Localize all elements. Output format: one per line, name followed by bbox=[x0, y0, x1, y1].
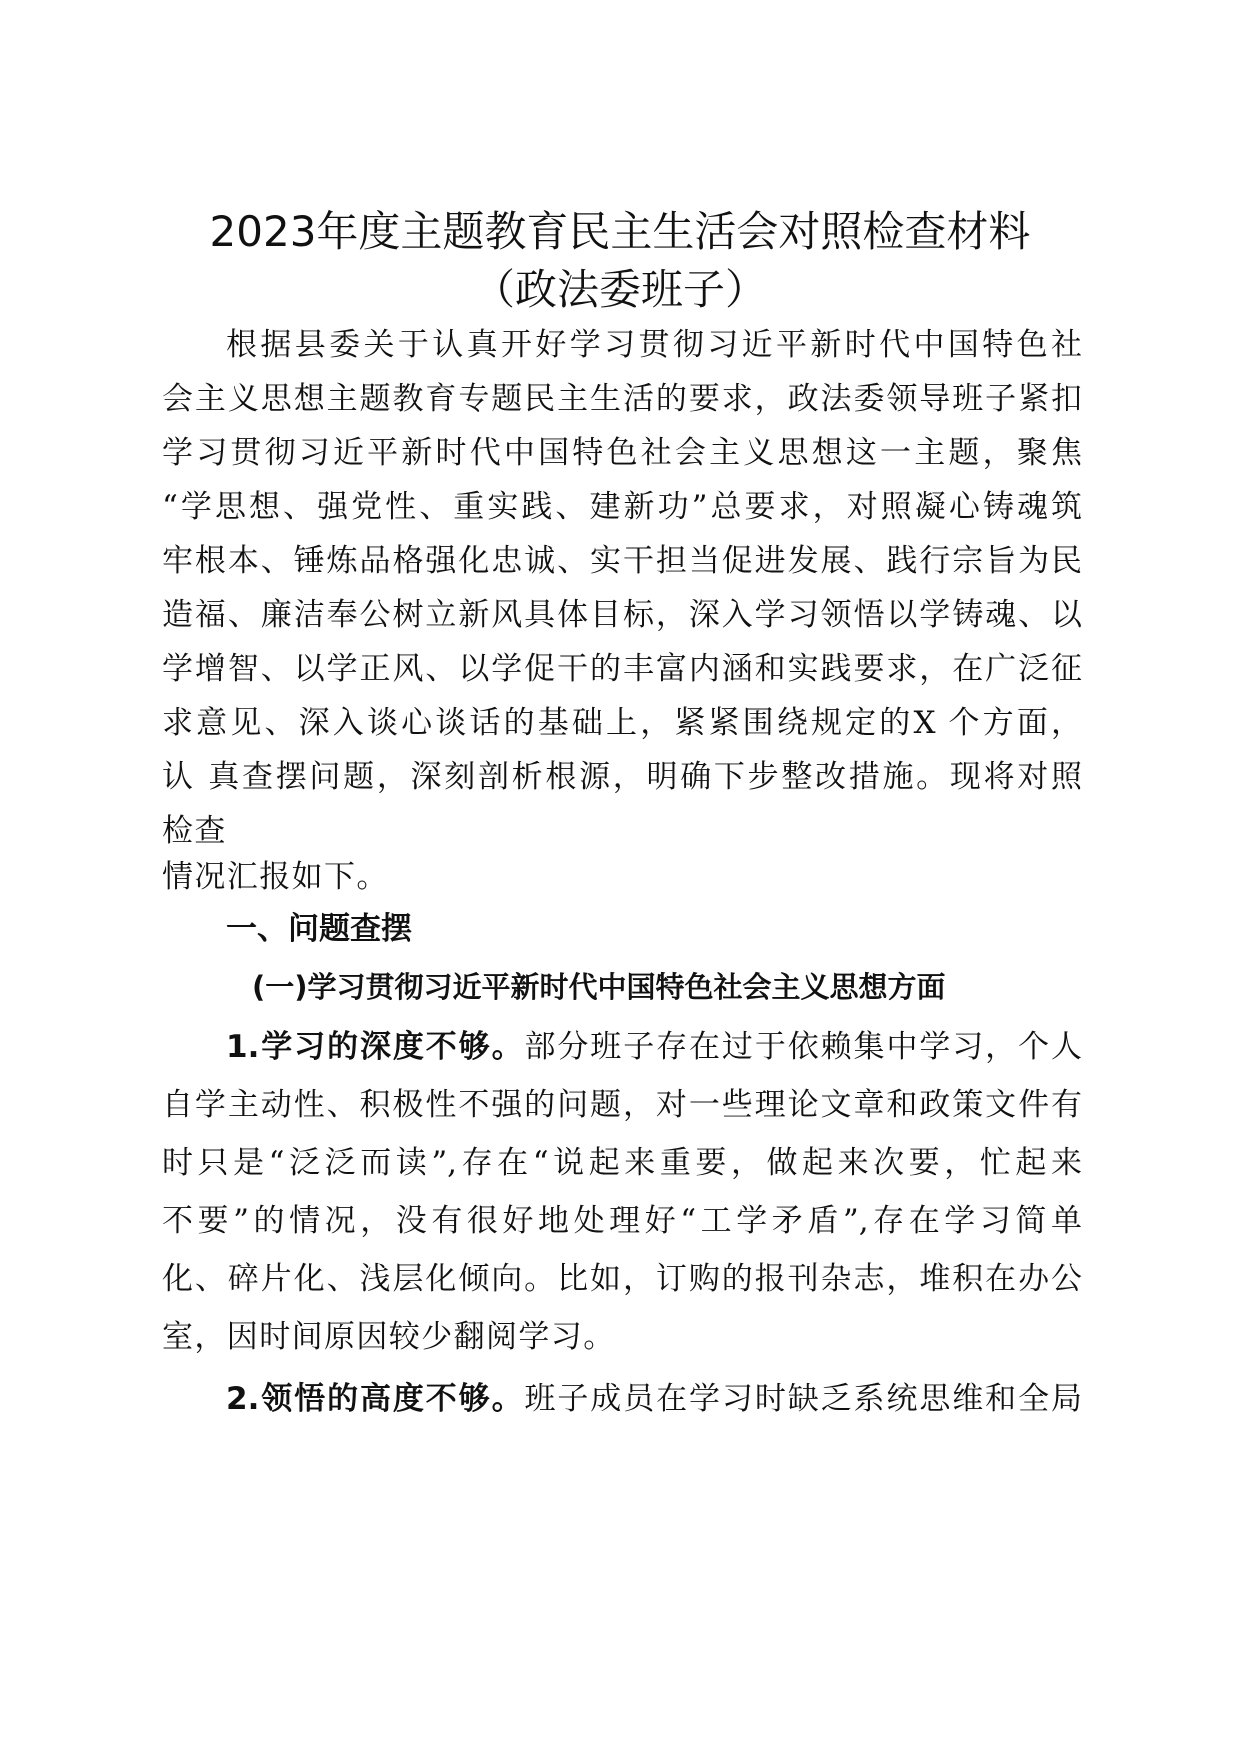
intro-line: “学思想、强党性、重实践、建新功”总要求，对照凝心铸魂筑 bbox=[162, 489, 1082, 525]
item-line: 时只是“泛泛而读”,存在“说起来重要，做起来次要，忙起来 bbox=[162, 1145, 1082, 1181]
intro-line: 根据县委关于认真开好学习贯彻习近平新时代中国特色社 bbox=[226, 327, 1082, 363]
item-line: 自学主动性、积极性不强的问题，对一些理论文章和政策文件有 bbox=[162, 1087, 1082, 1123]
item-first-line bbox=[226, 1378, 1082, 1420]
item-text: 部分班子存在过于依赖集中学习，个人 bbox=[524, 1029, 1082, 1065]
intro-line: 认 真查摆问题，深刻剖析根源，明确下步整改措施。现将对照 bbox=[162, 759, 1082, 795]
section-heading: 一、问题查摆 bbox=[226, 911, 412, 947]
document-subtitle: （政法委班子） bbox=[472, 265, 767, 314]
intro-line: 造福、廉洁奉公树立新风具体目标，深入学习领悟以学铸魂、以 bbox=[162, 597, 1082, 633]
intro-line: 学增智、以学正风、以学促干的丰富内涵和实践要求，在广泛征 bbox=[162, 651, 1082, 687]
item-line: 不要”的情况，没有很好地处理好“工学矛盾”,存在学习简单 bbox=[162, 1203, 1082, 1239]
intro-line: 求意见、深入谈心谈话的基础上，紧紧围绕规定的X 个方面， bbox=[162, 705, 1082, 741]
intro-line: 情况汇报如下。 bbox=[162, 859, 389, 895]
item-lead: 2.领悟的高度不够。 bbox=[226, 1381, 525, 1417]
intro-line: 检查 bbox=[162, 813, 227, 849]
item-first-line bbox=[226, 1026, 1082, 1068]
intro-line: 学习贯彻习近平新时代中国特色社会主义思想这一主题，聚焦 bbox=[162, 435, 1082, 471]
item-text: 班子成员在学习时缺乏系统思维和全局 bbox=[524, 1381, 1082, 1417]
intro-line: 牢根本、锤炼品格强化忠诚、实干担当促进发展、践行宗旨为民 bbox=[162, 543, 1082, 579]
document-title: 2023年度主题教育民主生活会对照检查材料 bbox=[209, 207, 1031, 256]
subsection-heading: (一)学习贯彻习近平新时代中国特色社会主义思想方面 bbox=[252, 970, 946, 1004]
item-lead: 1.学习的深度不够。 bbox=[226, 1029, 525, 1065]
intro-line: 会主义思想主题教育专题民主生活的要求，政法委领导班子紧扣 bbox=[162, 381, 1082, 417]
item-line: 室，因时间原因较少翻阅学习。 bbox=[162, 1319, 616, 1355]
item-line: 化、碎片化、浅层化倾向。比如，订购的报刊杂志，堆积在办公 bbox=[162, 1261, 1082, 1297]
